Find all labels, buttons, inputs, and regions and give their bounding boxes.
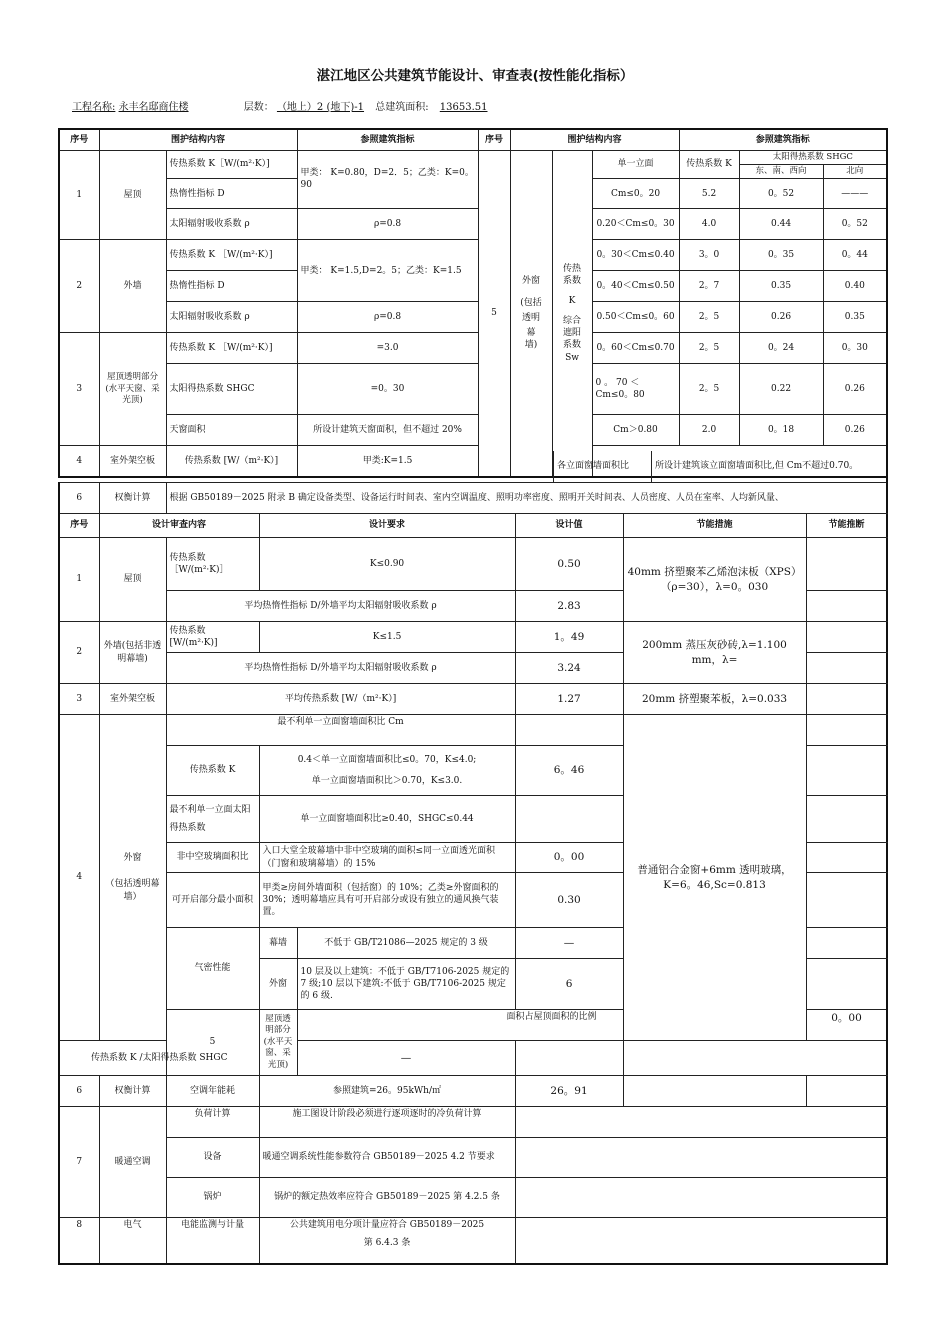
r4-shgc-label: 最不利单一立面太阳得热系数 (166, 796, 259, 843)
floors-value: （地上）2 (地下)-1 (276, 102, 365, 113)
r4-infer-7 (806, 959, 887, 1010)
col-header-reference: 参照建筑指标 (297, 129, 478, 150)
win-n-2: 0。44 (823, 240, 887, 271)
r7-equip-infer (806, 1138, 887, 1178)
r4-no: 4 (59, 715, 99, 1041)
r2-measure: 200mm 蒸压灰砂砖,λ=1.100 mm，λ= (623, 622, 806, 684)
win-n-5: 0。30 (823, 333, 887, 364)
win-k-4: 2。5 (679, 302, 739, 333)
r7-boiler-val (515, 1178, 623, 1218)
r4-open-req: 甲类≥房间外墙面积（包括窗）的 10%；乙类≥外窗面积的 30%；透明幕墙应具有可开启部分或设有独立的通风换气装置。 (259, 873, 515, 928)
window-k-7: Sw (565, 352, 579, 363)
r4-k-val: 6。46 (515, 746, 623, 796)
t2-header-content: 设计审查内容 (99, 514, 259, 538)
r7-boiler-measure (623, 1178, 806, 1218)
r1-k-val: 0.50 (515, 538, 623, 591)
win-k-0: 5.2 (679, 179, 739, 209)
r7-boiler-req: 锅炉的额定热效率应符合 GB50189－2025 第 4.2.5 条 (259, 1178, 515, 1218)
r4-infer-5 (806, 873, 887, 928)
reference-table (58, 128, 888, 478)
t2-header-measure: 节能措施 (623, 514, 806, 538)
r4-measure: 普通铝合金窗+6mm 透明玻璃，K=6。46,Sc=0.813 (623, 715, 806, 1041)
r5-ks-req: 传热系数 K /太阳得热系数 SHGC (59, 1041, 259, 1076)
r2-k-val: 1。49 (515, 622, 623, 653)
r3-infer (806, 684, 887, 715)
win-cond-3: 0。40＜Cm≤0.50 (592, 271, 679, 302)
win-ews-6: 0.22 (739, 364, 823, 415)
col-header-no: 序号 (59, 129, 99, 150)
r3-val: 1.27 (515, 684, 623, 715)
r2-name: 外墙(包括非透明幕墙) (99, 622, 166, 684)
r1-measure: 40mm 挤塑聚苯乙烯泡沫板（XPS）（ρ=30），λ=0。030 (623, 538, 806, 622)
roof-name: 屋顶 (99, 150, 166, 240)
win-ews-4: 0.26 (739, 302, 823, 333)
r8-infer (806, 1218, 887, 1264)
r4-ext-label: 外窗 (259, 959, 297, 1010)
r5-ratio-val: 0。00 (806, 1010, 887, 1041)
r7-name: 暖通空调 (99, 1107, 166, 1218)
win-cond-1: 0.20＜Cm≤0。30 (592, 209, 679, 240)
wall-d-label: 热惰性指标 D (166, 271, 297, 302)
r6-measure (623, 1076, 806, 1107)
r3-measure: 20mm 挤塑聚苯板，λ=0.033 (623, 684, 806, 715)
window-k-head: 传热系数 K (679, 150, 739, 179)
r7-boiler-infer (806, 1178, 887, 1218)
r4-nonmid-val: 0。00 (515, 843, 623, 873)
win-cond-0: Cm≤0。20 (592, 179, 679, 209)
tradeoff-value: 根据 GB50189－2025 附录 B 确定设备类型、设备运行时间表、室内空调温度、照明功率密度、照明开关时间表、人员密度、人员在室率、人均新风量、 (166, 483, 887, 514)
r7-load-req: 施工图设计阶段必须进行逐项逐时的冷负荷计算 (259, 1107, 515, 1138)
window-k-1: 传热 (563, 263, 582, 274)
r7-load-infer (806, 1107, 887, 1138)
r7-equip-val (515, 1138, 623, 1178)
r5-ratio-req: 面积占屋顶面积的比例 (297, 1010, 806, 1041)
project-name: 永丰名邸商住楼 (118, 102, 189, 113)
r2-k-req: K≤1.5 (259, 622, 515, 653)
r4-ext-req: 10 层及以上建筑：不低于 GB/T7106-2025 规定的 7 级;10 层以下建筑:不低于 GB/T7106-2025 规定的 6 级. (297, 959, 515, 1010)
tradeoff-name: 权衡计算 (99, 483, 166, 514)
tradeoff-no: 6 (59, 483, 99, 514)
window-k-6: 系数 (563, 340, 582, 351)
sky-shgc-value: =0。30 (297, 364, 478, 415)
design-review-table (58, 513, 888, 1265)
r5-name: 屋顶透明部分(水平天窗、采光顶) (259, 1010, 297, 1076)
r6-req: 参照建筑=26。95kWh/㎡ (259, 1076, 515, 1107)
r7-equip-label: 设备 (166, 1138, 259, 1178)
r1-k-label: 传热系数［W/(m²·K)］ (166, 538, 259, 591)
win-n-6: 0.26 (823, 364, 887, 415)
win-k-6: 2。5 (679, 364, 739, 415)
r8-no: 8 (59, 1218, 99, 1264)
col-header-envelope-2: 围护结构内容 (510, 129, 679, 150)
win-k-5: 2。5 (679, 333, 739, 364)
roof-rho-value: ρ=0.8 (297, 209, 478, 240)
r3-no: 3 (59, 684, 99, 715)
r2-infer (806, 622, 887, 653)
r5-ks-val: — (297, 1041, 515, 1076)
win-ews-2: 0。35 (739, 240, 823, 271)
r4-cw-val: — (515, 928, 623, 959)
win-ews-7: 0。18 (739, 415, 823, 446)
r4-cw-label: 幕墙 (259, 928, 297, 959)
r8-measure (623, 1218, 806, 1264)
r6-label: 空调年能耗 (166, 1076, 259, 1107)
r2-k-label: 传热系数 [W/(m²·K)] (166, 622, 259, 653)
wall-kd-value: 甲类： K=1.5,D=2。5；乙类：K=1.5 (297, 240, 478, 302)
r6-val: 26。91 (515, 1076, 623, 1107)
r4-ext-val: 6 (515, 959, 623, 1010)
r4-open-val: 0.30 (515, 873, 623, 928)
r4-k-req (259, 746, 515, 796)
r2-avg-val: 3.24 (515, 653, 623, 684)
project-meta (72, 98, 488, 113)
wall-rho-value: ρ=0.8 (297, 302, 478, 333)
sky-k-label: 传热系数 K ［W/(m²·K）] (166, 333, 297, 364)
r4-worst-val (515, 715, 623, 746)
r4-worst: 最不利单一立面窗墙面积比 Cm (166, 715, 515, 746)
win-k-1: 4.0 (679, 209, 739, 240)
sky-area-label: 天窗面积 (166, 415, 297, 446)
win-ews-5: 0。24 (739, 333, 823, 364)
r1-k-req: K≤0.90 (259, 538, 515, 591)
r8-name: 电气 (99, 1218, 166, 1264)
roof-no: 1 (59, 150, 99, 240)
wall-no: 2 (59, 240, 99, 333)
area-label: 总建筑面积: (375, 102, 429, 113)
r1-avg-req: 平均热惰性指标 D/外墙平均太阳辐射吸收系数 ρ (166, 591, 515, 622)
r7-boiler-label: 锅炉 (166, 1178, 259, 1218)
r5-infer-2 (515, 1041, 623, 1076)
sky-shgc-label: 太阳得热系数 SHGC (166, 364, 297, 415)
r4-infer-1 (806, 715, 887, 746)
window-shgc-head: 太阳得热系数 SHGC (739, 150, 887, 164)
r7-load-label: 负荷计算 (166, 1107, 259, 1138)
r4-shgc-req: 单一立面窗墙面积比≥0.40，SHGC≤0.44 (259, 796, 515, 843)
window-dir-ews: 东、南、西向 (739, 164, 823, 178)
r4-k-req-2: 单一立面窗墙面积比＞0.70，K≤3.0. (311, 775, 463, 786)
win-cond-4: 0.50＜Cm≤0。60 (592, 302, 679, 333)
r7-load-val (515, 1107, 623, 1138)
reference-table-footer (553, 451, 888, 483)
wall-rho-label: 太阳辐射吸收系数 ρ (166, 302, 297, 333)
sky-k-value: =3.0 (297, 333, 478, 364)
sky-area-value: 所设计建筑天窗面积，但不超过 20% (297, 415, 478, 446)
r7-no: 7 (59, 1107, 99, 1218)
roof-d-label: 热惰性指标 D (166, 179, 297, 209)
window-k-3: K (568, 296, 576, 306)
t2-header-val: 设计值 (515, 514, 623, 538)
roof-rho-label: 太阳辐射吸收系数 ρ (166, 209, 297, 240)
window-dir-n: 北向 (823, 164, 887, 178)
wall-k-label: 传热系数 K ［W/(m²·K）] (166, 240, 297, 271)
r4-infer-4 (806, 843, 887, 873)
r2-infer-2 (806, 653, 887, 684)
r4-nonmid-req: 入口大堂全玻幕墙中非中空玻璃的面积≤同一立面透光面积（门窗和玻璃幕墙）的 15% (259, 843, 515, 873)
window-name-5: 墙) (524, 340, 538, 351)
window-single-facade: 单一立面 (592, 150, 679, 179)
win-ews-3: 0.35 (739, 271, 823, 302)
roof-kd-value: 甲类： K=0.80，D=2．5；乙类：K=0。90 (297, 150, 478, 209)
area-value: 13653.51 (439, 102, 488, 113)
r3-name: 室外架空板 (99, 684, 166, 715)
win-n-1: 0。52 (823, 209, 887, 240)
page-title: 湛江地区公共建筑节能设计、审查表(按性能化指标） (316, 68, 634, 84)
window-k-label (552, 150, 592, 477)
floors-label: 层数： (243, 102, 274, 113)
frame-k-label: 传热系数 [W/（m²·K）] (166, 446, 297, 477)
r6-no: 6 (59, 1076, 99, 1107)
win-n-0: ——— (823, 179, 887, 209)
r1-infer (806, 538, 887, 591)
col-header-reference-2: 参照建筑指标 (679, 129, 887, 150)
window-name-4: 幕 (526, 328, 536, 339)
tradeoff-row (58, 482, 888, 514)
r4-infer-3 (806, 796, 887, 843)
sky-name: 屋顶透明部分(水平天窗、采光顶) (99, 333, 166, 446)
win-n-7: 0.26 (823, 415, 887, 446)
r8-req-1: 公共建筑用电分项计量应符合 GB50189－2025 (289, 1220, 485, 1230)
window-name-2: (包括 (520, 298, 542, 308)
window-k-5: 遮阳 (563, 328, 582, 339)
sky-no: 3 (59, 333, 99, 446)
r1-name: 屋顶 (99, 538, 166, 622)
frame-no: 4 (59, 446, 99, 477)
window-k-2: 系数 (563, 275, 582, 286)
t2-header-req: 设计要求 (259, 514, 515, 538)
r4-k-label: 传热系数 K (166, 746, 259, 796)
r5-no: 5 (166, 1010, 259, 1076)
r2-avg-req: 平均热惰性指标 D/外墙平均太阳辐射吸收系数 ρ (166, 653, 515, 684)
r7-load-measure (623, 1107, 806, 1138)
r7-equip-req: 暖通空调系统性能参数符合 GB50189－2025 4.2 节要求 (259, 1138, 515, 1178)
project-label: 工程名称: (72, 102, 116, 113)
window-name (510, 150, 552, 477)
r7-equip-measure (623, 1138, 806, 1178)
wall-name: 外墙 (99, 240, 166, 333)
win-k-7: 2.0 (679, 415, 739, 446)
win-cond-2: 0。30＜Cm≤0.40 (592, 240, 679, 271)
r4-air-label: 气密性能 (166, 928, 259, 1010)
win-n-4: 0.35 (823, 302, 887, 333)
r8-req-2: 第 6.4.3 条 (363, 1238, 411, 1249)
win-cond-7: Cm＞0.80 (592, 415, 679, 446)
frame-name: 室外架空板 (99, 446, 166, 477)
roof-k-label: 传热系数 K［W/(m²·K）] (166, 150, 297, 179)
col-header-no-2: 序号 (478, 129, 510, 150)
t2-header-no: 序号 (59, 514, 99, 538)
r1-no: 1 (59, 538, 99, 622)
r4-infer-6 (806, 928, 887, 959)
window-ratio-label-cell: 各立面窗墙面积比 (554, 451, 652, 482)
window-k-4: 综合 (563, 316, 582, 327)
r6-infer (806, 1076, 887, 1107)
r4-cw-req: 不低于 GB/T21086—2025 规定的 3 级 (297, 928, 515, 959)
col-header-envelope: 围护结构内容 (99, 129, 297, 150)
window-name-1: 外窗 (522, 275, 541, 286)
r1-avg-val: 2.83 (515, 591, 623, 622)
r1-infer-2 (806, 591, 887, 622)
window-ratio-value: 所设计建筑该立面窗墙面积比,但 Cm不超过0.70。 (652, 451, 887, 482)
frame-k-value: 甲类:K=1.5 (297, 446, 478, 477)
r4-open-label: 可开启部分最小面积 (166, 873, 259, 928)
r4-name (99, 715, 166, 1041)
window-name-3: 透明 (522, 313, 541, 324)
win-k-3: 2。7 (679, 271, 739, 302)
win-ews-1: 0.44 (739, 209, 823, 240)
r8-req (259, 1218, 515, 1264)
r4-k-req-1: 0.4＜单一立面窗墙面积比≤0。70，K≤4.0; (297, 755, 477, 766)
win-k-2: 3。0 (679, 240, 739, 271)
r4-name-1: 外窗 (123, 853, 142, 864)
r4-nonmid-label: 非中空玻璃面积比 (166, 843, 259, 873)
t2-header-infer: 节能推断 (806, 514, 887, 538)
r2-no: 2 (59, 622, 99, 684)
win-cond-6: 0 。 70 ＜ Cm≤0。80 (592, 364, 679, 415)
r6-name: 权衡计算 (99, 1076, 166, 1107)
win-n-3: 0.40 (823, 271, 887, 302)
r4-shgc-val (515, 796, 623, 843)
r4-infer-2 (806, 746, 887, 796)
r3-req: 平均传热系数 [W/（m²·K）] (166, 684, 515, 715)
r8-val (515, 1218, 623, 1264)
win-cond-5: 0。60＜Cm≤0.70 (592, 333, 679, 364)
r8-label: 电能监测与计量 (166, 1218, 259, 1264)
window-no: 5 (478, 150, 510, 477)
win-ews-0: 0。52 (739, 179, 823, 209)
r4-name-2: （包括透明幕墙） (105, 879, 160, 902)
